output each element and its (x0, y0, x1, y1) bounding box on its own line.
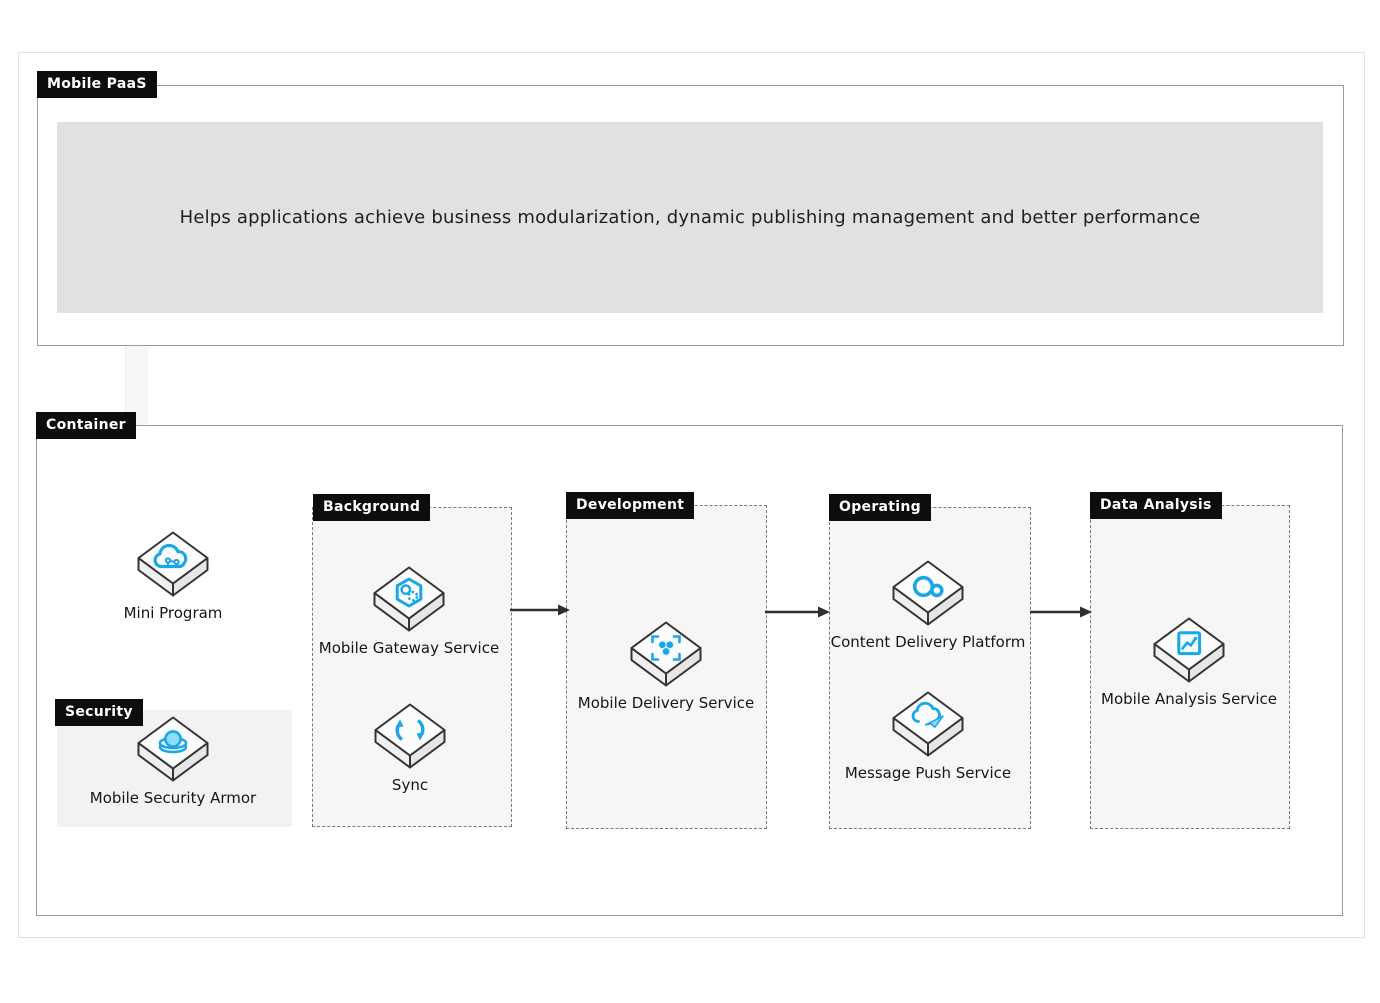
node-message-push-service (818, 691, 1038, 782)
node-label: Mobile Security Armor (89, 789, 257, 807)
node-sync (300, 703, 520, 794)
gateway-hexagon-icon (373, 566, 445, 632)
node-mini-program (63, 531, 283, 622)
security-label: Security (55, 699, 143, 726)
mobile-paas-label: Mobile PaaS (37, 71, 157, 98)
operating-label: Operating (829, 494, 931, 521)
node-label: Content Delivery Platform (830, 633, 1026, 651)
message-push-cloud-plane-icon (892, 691, 964, 757)
banner-text: Helps applications achieve business modularization, dynamic publishing management and better performance (179, 207, 1201, 228)
background-label: Background (313, 494, 430, 521)
node-label: Sync (391, 776, 429, 794)
node-content-delivery-platform (818, 560, 1038, 651)
data-analysis-label: Data Analysis (1090, 492, 1222, 519)
mobile-paas-banner (57, 122, 1323, 313)
development-label: Development (566, 492, 694, 519)
delivery-cluster-icon (630, 621, 702, 687)
container-label: Container (36, 412, 136, 439)
node-label: Mobile Analysis Service (1101, 690, 1277, 708)
node-label: Mobile Gateway Service (318, 639, 500, 657)
security-armor-icon (137, 716, 209, 782)
analysis-chart-icon (1153, 617, 1225, 683)
node-mobile-analysis-service (1079, 617, 1299, 708)
node-label: Mini Program (123, 604, 223, 622)
content-delivery-circles-icon (892, 560, 964, 626)
node-mobile-security-armor (63, 716, 283, 807)
node-mobile-delivery-service (556, 621, 776, 712)
node-label: Message Push Service (844, 764, 1012, 782)
node-label: Mobile Delivery Service (577, 694, 755, 712)
node-mobile-gateway-service (299, 566, 519, 657)
mini-program-cloud-icon (137, 531, 209, 597)
sync-arrows-icon (374, 703, 446, 769)
